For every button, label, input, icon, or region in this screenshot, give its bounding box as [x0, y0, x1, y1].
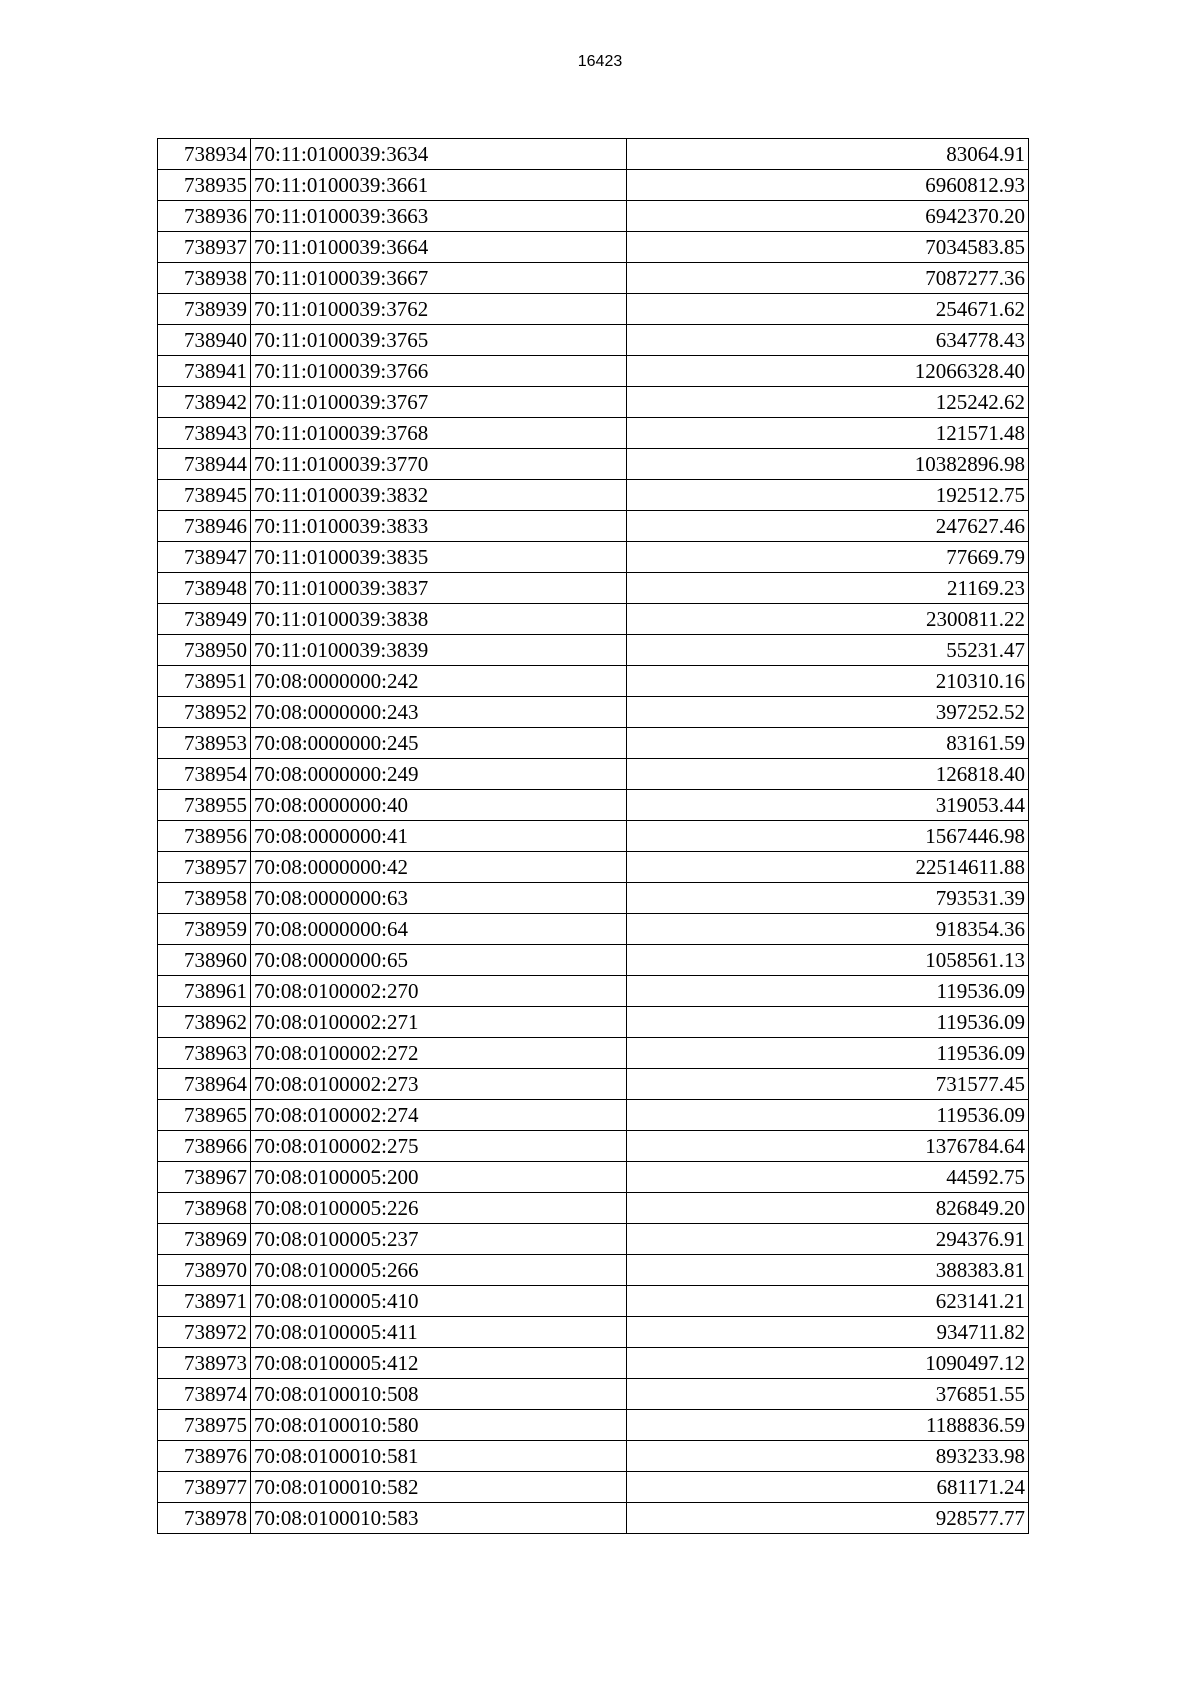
- cadastral-number-cell: 70:08:0000000:242: [251, 666, 627, 697]
- row-number-cell: 738948: [158, 573, 251, 604]
- value-cell: 388383.81: [627, 1255, 1029, 1286]
- table-row: [158, 1193, 1029, 1224]
- table-row: [158, 821, 1029, 852]
- row-number-cell: 738946: [158, 511, 251, 542]
- value-cell: 826849.20: [627, 1193, 1029, 1224]
- row-number-cell: 738963: [158, 1038, 251, 1069]
- cadastral-number-cell: 70:08:0000000:40: [251, 790, 627, 821]
- value-cell: 623141.21: [627, 1286, 1029, 1317]
- cadastral-number-cell: 70:11:0100039:3663: [251, 201, 627, 232]
- table-row: [158, 263, 1029, 294]
- table-row: [158, 883, 1029, 914]
- row-number-cell: 738971: [158, 1286, 251, 1317]
- value-cell: 934711.82: [627, 1317, 1029, 1348]
- table-row: [158, 1007, 1029, 1038]
- table-row: [158, 914, 1029, 945]
- row-number-cell: 738956: [158, 821, 251, 852]
- cadastral-number-cell: 70:08:0100002:273: [251, 1069, 627, 1100]
- row-number-cell: 738955: [158, 790, 251, 821]
- value-cell: 7087277.36: [627, 263, 1029, 294]
- value-cell: 1188836.59: [627, 1410, 1029, 1441]
- table-row: [158, 1069, 1029, 1100]
- cadastral-number-cell: 70:08:0100010:581: [251, 1441, 627, 1472]
- table-row: [158, 697, 1029, 728]
- value-cell: 254671.62: [627, 294, 1029, 325]
- table-row: [158, 1038, 1029, 1069]
- value-cell: 1567446.98: [627, 821, 1029, 852]
- cadastral-number-cell: 70:11:0100039:3833: [251, 511, 627, 542]
- table-row: [158, 635, 1029, 666]
- row-number-cell: 738953: [158, 728, 251, 759]
- row-number-cell: 738935: [158, 170, 251, 201]
- value-cell: 294376.91: [627, 1224, 1029, 1255]
- value-cell: 44592.75: [627, 1162, 1029, 1193]
- cadastral-number-cell: 70:08:0100005:266: [251, 1255, 627, 1286]
- table-row: [158, 232, 1029, 263]
- cadastral-number-cell: 70:08:0100002:270: [251, 976, 627, 1007]
- row-number-cell: 738940: [158, 325, 251, 356]
- cadastral-number-cell: 70:11:0100039:3661: [251, 170, 627, 201]
- value-cell: 928577.77: [627, 1503, 1029, 1534]
- cadastral-number-cell: 70:08:0100002:274: [251, 1100, 627, 1131]
- cadastral-number-cell: 70:11:0100039:3766: [251, 356, 627, 387]
- row-number-cell: 738967: [158, 1162, 251, 1193]
- cadastral-number-cell: 70:11:0100039:3832: [251, 480, 627, 511]
- table-row: [158, 480, 1029, 511]
- value-cell: 397252.52: [627, 697, 1029, 728]
- page-number: 16423: [577, 53, 623, 70]
- cadastral-number-cell: 70:08:0100002:275: [251, 1131, 627, 1162]
- value-cell: 77669.79: [627, 542, 1029, 573]
- row-number-cell: 738959: [158, 914, 251, 945]
- cadastral-number-cell: 70:08:0100005:412: [251, 1348, 627, 1379]
- value-cell: 10382896.98: [627, 449, 1029, 480]
- cadastral-number-cell: 70:11:0100039:3664: [251, 232, 627, 263]
- row-number-cell: 738937: [158, 232, 251, 263]
- table-row: [158, 1131, 1029, 1162]
- row-number-cell: 738966: [158, 1131, 251, 1162]
- cadastral-number-cell: 70:08:0100005:411: [251, 1317, 627, 1348]
- row-number-cell: 738941: [158, 356, 251, 387]
- cadastral-number-cell: 70:08:0000000:63: [251, 883, 627, 914]
- table-row: [158, 356, 1029, 387]
- row-number-cell: 738951: [158, 666, 251, 697]
- row-number-cell: 738936: [158, 201, 251, 232]
- row-number-cell: 738947: [158, 542, 251, 573]
- table-row: [158, 1255, 1029, 1286]
- cadastral-number-cell: 70:11:0100039:3839: [251, 635, 627, 666]
- table-row: [158, 1100, 1029, 1131]
- table-row: [158, 1162, 1029, 1193]
- value-cell: 681171.24: [627, 1472, 1029, 1503]
- cadastral-number-cell: 70:08:0100002:272: [251, 1038, 627, 1069]
- value-cell: 731577.45: [627, 1069, 1029, 1100]
- cadastral-number-cell: 70:08:0000000:249: [251, 759, 627, 790]
- table-row: [158, 170, 1029, 201]
- value-cell: 7034583.85: [627, 232, 1029, 263]
- row-number-cell: 738974: [158, 1379, 251, 1410]
- table-row: [158, 666, 1029, 697]
- cadastral-number-cell: 70:08:0100010:583: [251, 1503, 627, 1534]
- cadastral-number-cell: 70:11:0100039:3667: [251, 263, 627, 294]
- table-row: [158, 728, 1029, 759]
- table-row: [158, 790, 1029, 821]
- value-cell: 6960812.93: [627, 170, 1029, 201]
- cadastral-number-cell: 70:08:0100010:582: [251, 1472, 627, 1503]
- cadastral-number-cell: 70:08:0000000:243: [251, 697, 627, 728]
- row-number-cell: 738945: [158, 480, 251, 511]
- value-cell: 210310.16: [627, 666, 1029, 697]
- table-row: [158, 1317, 1029, 1348]
- value-cell: 319053.44: [627, 790, 1029, 821]
- table-row: [158, 1348, 1029, 1379]
- cadastral-number-cell: 70:08:0100010:508: [251, 1379, 627, 1410]
- table-row: [158, 759, 1029, 790]
- cadastral-number-cell: 70:08:0100010:580: [251, 1410, 627, 1441]
- cadastral-number-cell: 70:11:0100039:3837: [251, 573, 627, 604]
- value-cell: 12066328.40: [627, 356, 1029, 387]
- row-number-cell: 738944: [158, 449, 251, 480]
- value-cell: 21169.23: [627, 573, 1029, 604]
- table-row: [158, 542, 1029, 573]
- value-cell: 125242.62: [627, 387, 1029, 418]
- cadastral-number-cell: 70:11:0100039:3838: [251, 604, 627, 635]
- row-number-cell: 738960: [158, 945, 251, 976]
- row-number-cell: 738969: [158, 1224, 251, 1255]
- row-number-cell: 738972: [158, 1317, 251, 1348]
- table-row: [158, 573, 1029, 604]
- table-row: [158, 604, 1029, 635]
- cadastral-number-cell: 70:11:0100039:3768: [251, 418, 627, 449]
- row-number-cell: 738957: [158, 852, 251, 883]
- cadastral-number-cell: 70:08:0000000:245: [251, 728, 627, 759]
- row-number-cell: 738970: [158, 1255, 251, 1286]
- value-cell: 247627.46: [627, 511, 1029, 542]
- value-cell: 6942370.20: [627, 201, 1029, 232]
- cadastral-number-cell: 70:11:0100039:3765: [251, 325, 627, 356]
- table-row: [158, 1503, 1029, 1534]
- row-number-cell: 738961: [158, 976, 251, 1007]
- row-number-cell: 738939: [158, 294, 251, 325]
- data-table: [157, 138, 1029, 1534]
- cadastral-number-cell: 70:11:0100039:3770: [251, 449, 627, 480]
- value-cell: 2300811.22: [627, 604, 1029, 635]
- table-row: [158, 139, 1029, 170]
- table-row: [158, 449, 1029, 480]
- value-cell: 126818.40: [627, 759, 1029, 790]
- cadastral-number-cell: 70:08:0000000:65: [251, 945, 627, 976]
- table-row: [158, 418, 1029, 449]
- value-cell: 83161.59: [627, 728, 1029, 759]
- value-cell: 121571.48: [627, 418, 1029, 449]
- value-cell: 1376784.64: [627, 1131, 1029, 1162]
- value-cell: 22514611.88: [627, 852, 1029, 883]
- value-cell: 119536.09: [627, 1038, 1029, 1069]
- cadastral-number-cell: 70:11:0100039:3767: [251, 387, 627, 418]
- table-row: [158, 945, 1029, 976]
- value-cell: 192512.75: [627, 480, 1029, 511]
- table-row: [158, 387, 1029, 418]
- row-number-cell: 738938: [158, 263, 251, 294]
- row-number-cell: 738949: [158, 604, 251, 635]
- value-cell: 1090497.12: [627, 1348, 1029, 1379]
- value-cell: 893233.98: [627, 1441, 1029, 1472]
- cadastral-number-cell: 70:11:0100039:3835: [251, 542, 627, 573]
- row-number-cell: 738962: [158, 1007, 251, 1038]
- table-row: [158, 294, 1029, 325]
- value-cell: 793531.39: [627, 883, 1029, 914]
- row-number-cell: 738954: [158, 759, 251, 790]
- table-row: [158, 1286, 1029, 1317]
- table-row: [158, 976, 1029, 1007]
- value-cell: 55231.47: [627, 635, 1029, 666]
- value-cell: 83064.91: [627, 139, 1029, 170]
- cadastral-number-cell: 70:08:0100002:271: [251, 1007, 627, 1038]
- cadastral-number-cell: 70:08:0100005:410: [251, 1286, 627, 1317]
- cadastral-number-cell: 70:08:0100005:237: [251, 1224, 627, 1255]
- row-number-cell: 738976: [158, 1441, 251, 1472]
- cadastral-number-cell: 70:08:0000000:42: [251, 852, 627, 883]
- table-row: [158, 201, 1029, 232]
- table-row: [158, 1472, 1029, 1503]
- cadastral-number-cell: 70:08:0000000:64: [251, 914, 627, 945]
- row-number-cell: 738958: [158, 883, 251, 914]
- value-cell: 376851.55: [627, 1379, 1029, 1410]
- table-row: [158, 325, 1029, 356]
- table-row: [158, 1410, 1029, 1441]
- row-number-cell: 738978: [158, 1503, 251, 1534]
- value-cell: 119536.09: [627, 1100, 1029, 1131]
- value-cell: 634778.43: [627, 325, 1029, 356]
- table-body: [158, 139, 1029, 1534]
- row-number-cell: 738973: [158, 1348, 251, 1379]
- row-number-cell: 738968: [158, 1193, 251, 1224]
- value-cell: 1058561.13: [627, 945, 1029, 976]
- row-number-cell: 738943: [158, 418, 251, 449]
- cadastral-number-cell: 70:11:0100039:3634: [251, 139, 627, 170]
- table-row: [158, 1441, 1029, 1472]
- value-cell: 119536.09: [627, 1007, 1029, 1038]
- row-number-cell: 738934: [158, 139, 251, 170]
- row-number-cell: 738942: [158, 387, 251, 418]
- table-row: [158, 852, 1029, 883]
- row-number-cell: 738952: [158, 697, 251, 728]
- cadastral-number-cell: 70:11:0100039:3762: [251, 294, 627, 325]
- cadastral-number-cell: 70:08:0100005:200: [251, 1162, 627, 1193]
- value-cell: 119536.09: [627, 976, 1029, 1007]
- row-number-cell: 738977: [158, 1472, 251, 1503]
- cadastral-number-cell: 70:08:0100005:226: [251, 1193, 627, 1224]
- cadastral-number-cell: 70:08:0000000:41: [251, 821, 627, 852]
- row-number-cell: 738965: [158, 1100, 251, 1131]
- row-number-cell: 738950: [158, 635, 251, 666]
- table-row: [158, 1224, 1029, 1255]
- table-row: [158, 511, 1029, 542]
- row-number-cell: 738964: [158, 1069, 251, 1100]
- row-number-cell: 738975: [158, 1410, 251, 1441]
- table-row: [158, 1379, 1029, 1410]
- value-cell: 918354.36: [627, 914, 1029, 945]
